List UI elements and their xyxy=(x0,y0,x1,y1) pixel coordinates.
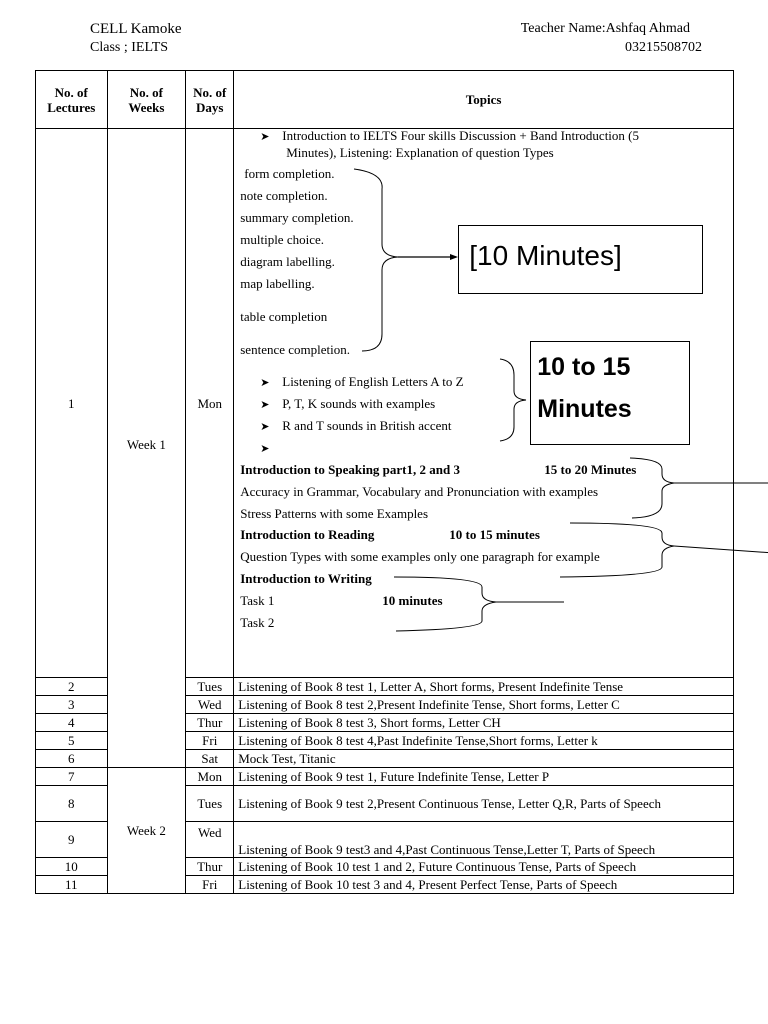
lecture-number: 9 xyxy=(36,822,108,858)
question-type: table completion xyxy=(240,309,328,324)
box2-line1: 10 to 15 xyxy=(537,353,631,381)
day-cell: Wed xyxy=(186,822,234,858)
speaking-title: Introduction to Speaking part1, 2 and 3 xyxy=(240,462,460,477)
intro-bullet: ➤ Introduction to IELTS Four skills Discussion + Band Introduction (5 xyxy=(260,128,640,143)
day-cell: Fri xyxy=(186,732,234,750)
question-type: note completion. xyxy=(240,188,328,203)
writing-brace xyxy=(394,577,496,631)
day-cell: Thur xyxy=(186,858,234,876)
topic-cell: Mock Test, Titanic xyxy=(234,750,734,768)
speaking-time: 15 to 20 Minutes xyxy=(544,462,637,477)
speaking-line: Stress Patterns with some Examples xyxy=(240,506,429,521)
arrow-bullet-icon: ➤ xyxy=(260,443,270,455)
day-cell: Thur xyxy=(186,714,234,732)
arrow-bullet-icon: ➤ xyxy=(260,421,270,433)
day-cell: Sat xyxy=(186,750,234,768)
listening-bullet: ➤ R and T sounds in British accent xyxy=(260,418,452,433)
lecture-number: 10 xyxy=(36,858,108,876)
table-row xyxy=(36,129,734,678)
question-type: sentence completion. xyxy=(240,342,350,357)
question-type: summary completion. xyxy=(240,210,354,225)
lecture-number: 6 xyxy=(36,750,108,768)
reading-brace xyxy=(560,523,674,577)
arrow-bullet-icon: ➤ xyxy=(260,399,270,411)
task-1-time: 10 minutes xyxy=(382,593,443,608)
task-2: Task 2 xyxy=(240,615,275,630)
writing-title: Introduction to Writing xyxy=(240,571,372,586)
teacher-phone: 03215508702 xyxy=(625,40,702,55)
reading-time: 10 to 15 minutes xyxy=(449,527,540,542)
arrow-head-icon xyxy=(450,254,458,260)
class-label: Class ; IELTS xyxy=(90,40,169,55)
lecture-number: 11 xyxy=(36,876,108,894)
topic-cell: Listening of Book 10 test 3 and 4, Present Perfect Tense, Parts of Speech xyxy=(234,876,734,894)
lecture-number: 4 xyxy=(36,714,108,732)
day-cell: Tues xyxy=(186,786,234,822)
topic-cell: Listening of Book 9 test 2,Present Continuous Tense, Letter Q,R, Parts of Speech xyxy=(234,786,734,822)
arrow-bullet-icon: ➤ xyxy=(260,131,270,143)
table-row xyxy=(36,768,734,786)
topic-cell: Listening of Book 8 test 1, Letter A, Short forms, Present Indefinite Tense xyxy=(234,678,734,696)
speaking-brace xyxy=(630,458,674,518)
ten-minutes-box: [10 Minutes] xyxy=(458,225,703,294)
topic-cell: Listening of Book 8 test 4,Past Indefinite Tense,Short forms, Letter k xyxy=(234,732,734,750)
lecture-number: 2 xyxy=(36,678,108,696)
teacher-name: Teacher Name:Ashfaq Ahmad xyxy=(520,21,690,36)
bracket-annotations xyxy=(234,129,768,677)
day-cell: Tues xyxy=(186,678,234,696)
lecture-number: 8 xyxy=(36,786,108,822)
question-type: form completion. xyxy=(244,166,335,181)
day-cell: Fri xyxy=(186,876,234,894)
topic-cell: Listening of Book 8 test 3, Short forms, Letter CH xyxy=(234,714,734,732)
arrow-bullet-icon: ➤ xyxy=(260,377,270,389)
header-topics: Topics xyxy=(234,71,734,129)
lecture-number: 7 xyxy=(36,768,108,786)
day-cell: Mon xyxy=(186,129,234,678)
table-header-row xyxy=(36,71,734,129)
topic-cell: Listening of Book 9 test3 and 4,Past Continuous Tense,Letter T, Parts of Speech xyxy=(234,822,734,858)
header-weeks: No. of Weeks xyxy=(107,71,186,129)
intro-bullet-cont: Minutes), Listening: Explanation of question Types xyxy=(286,145,554,160)
week-1-cell: Week 1 xyxy=(107,129,186,768)
topic-cell: Listening of Book 9 test 1, Future Indefinite Tense, Letter P xyxy=(234,768,734,786)
header-days: No. of Days xyxy=(186,71,234,129)
topic-cell: Listening of Book 10 test 1 and 2, Future Continuous Tense, Parts of Speech xyxy=(234,858,734,876)
lecture-number: 1 xyxy=(36,129,108,678)
lesson-plan-table xyxy=(35,70,734,894)
reading-brace-line xyxy=(674,546,768,553)
lecture-number: 3 xyxy=(36,696,108,714)
lecture-number: 5 xyxy=(36,732,108,750)
topic-cell: Listening of Book 8 test 2,Present Indefinite Tense, Short forms, Letter C xyxy=(234,696,734,714)
listening-brace xyxy=(500,359,526,441)
reading-title: Introduction to Reading xyxy=(240,527,375,542)
question-type: multiple choice. xyxy=(240,232,325,247)
listening-bullet: ➤ P, T, K sounds with examples xyxy=(260,396,436,411)
school-name: CELL Kamoke xyxy=(90,21,182,37)
lecture-1-topics xyxy=(234,129,734,678)
header-lectures: No. of Lectures xyxy=(36,71,108,129)
question-type: diagram labelling. xyxy=(240,254,335,269)
box2-line2: Minutes xyxy=(537,395,632,423)
day-cell: Mon xyxy=(186,768,234,786)
task-1: Task 1 xyxy=(240,593,275,608)
week-2-cell: Week 2 xyxy=(107,768,186,894)
speaking-line: Accuracy in Grammar, Vocabulary and Pronunciation with examples xyxy=(240,484,599,499)
question-type: map labelling. xyxy=(240,276,315,291)
day-cell: Wed xyxy=(186,696,234,714)
listening-bullet: ➤ Listening of English Letters A to Z xyxy=(260,374,464,389)
question-types-brace xyxy=(354,169,398,351)
reading-line: Question Types with some examples only one paragraph for example xyxy=(240,549,600,564)
